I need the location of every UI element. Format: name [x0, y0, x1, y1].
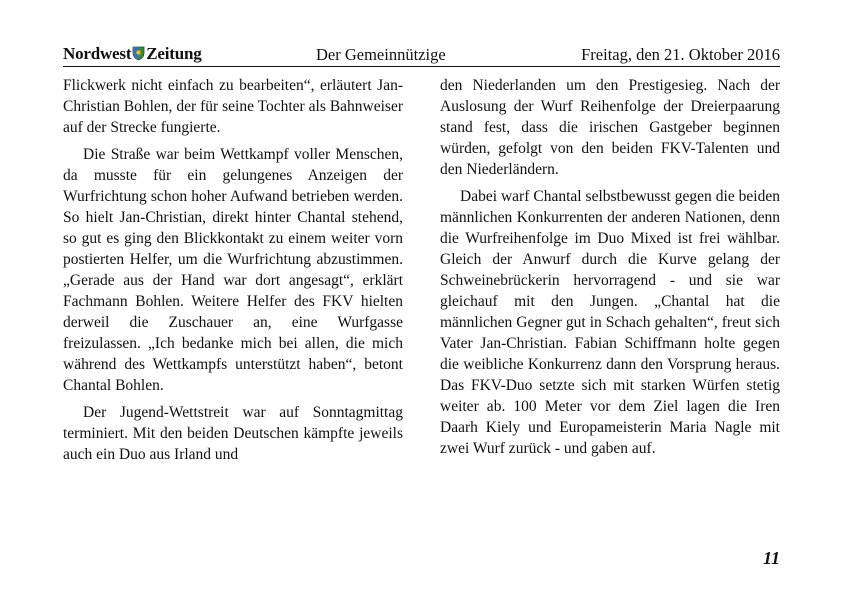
article-column-right	[440, 75, 780, 465]
article-column-left	[63, 75, 403, 471]
paragraph: Der Jugend-Wettstreit war auf Sonntagmittag terminiert. Mit den beiden Deutschen kämpfte jeweils auch ein Duo aus Irland und	[63, 404, 403, 463]
paragraph: den Niederlanden um den Prestigesieg. Nach der Auslosung der Wurf Reihenfolge der Dreierpaarung stand fest, dass die irischen Gastgeber beginnen würden, gefolgt von den beiden FKV-Talenten und den Niederländern.	[440, 77, 780, 178]
issue-date: Freitag, den 21. Oktober 2016	[581, 45, 780, 64]
page-header	[63, 44, 780, 68]
masthead-nordwest: Nordwest	[63, 44, 132, 63]
masthead	[63, 44, 202, 66]
paragraph: Dabei warf Chantal selbstbewusst gegen die beiden männlichen Konkurrenten der anderen Nationen, denn die Wurfreihenfolge im Duo Mixed ist frei wählbar. Gleich der Anwurf durch die Kurve gelang der Schweinebrückerin hervorragend - und sie war gleichauf mit den Jungen. „Chantal hat die männlichen Gegner gut in Schach gehalten“, freut sich Vater Jan-Christian. Fabian Schiffmann holte gegen die weibliche Konkurrenz dann den Vorsprung heraus. Das FKV-Duo setzte sich mit starken Würfen stetig weiter ab. 100 Meter vor dem Ziel lagen die Iren Daarh Kiely und Europameisterin Maria Nagle mit zwei Wurf zurück - und gaben auf.	[440, 188, 780, 457]
masthead-zeitung: Zeitung	[146, 44, 202, 63]
page-number: 11	[762, 548, 780, 568]
coat-of-arms-icon	[132, 46, 145, 66]
paragraph: Flickwerk nicht einfach zu bearbeiten“, erläutert Jan-Christian Bohlen, der für seine Tochter als Bahnweiser auf der Strecke fungierte.	[63, 77, 403, 136]
header-divider	[63, 66, 780, 67]
section-title: Der Gemeinnützige	[316, 45, 446, 64]
paragraph: Die Straße war beim Wettkampf voller Menschen, da musste für ein gelungenes Anzeigen der Wurfrichtung schon hoher Aufwand betrieben werden. So hielt Jan-Christian, direkt hinter Chantal stehend, so gut es ging den Blickkontakt zu einem weiter vorn postierten Helfer, um die Wurfrichtung abzustimmen. „Gerade aus der Hand war dort angesagt“, erklärt Fachmann Bohlen. Weitere Helfer des FKV hielten derweil die Zuschauer an, eine Wurfgasse freizulassen. „Ich bedanke mich bei allen, die mich während des Wettkampfs unterstützt haben“, betont Chantal Bohlen.	[63, 146, 403, 394]
